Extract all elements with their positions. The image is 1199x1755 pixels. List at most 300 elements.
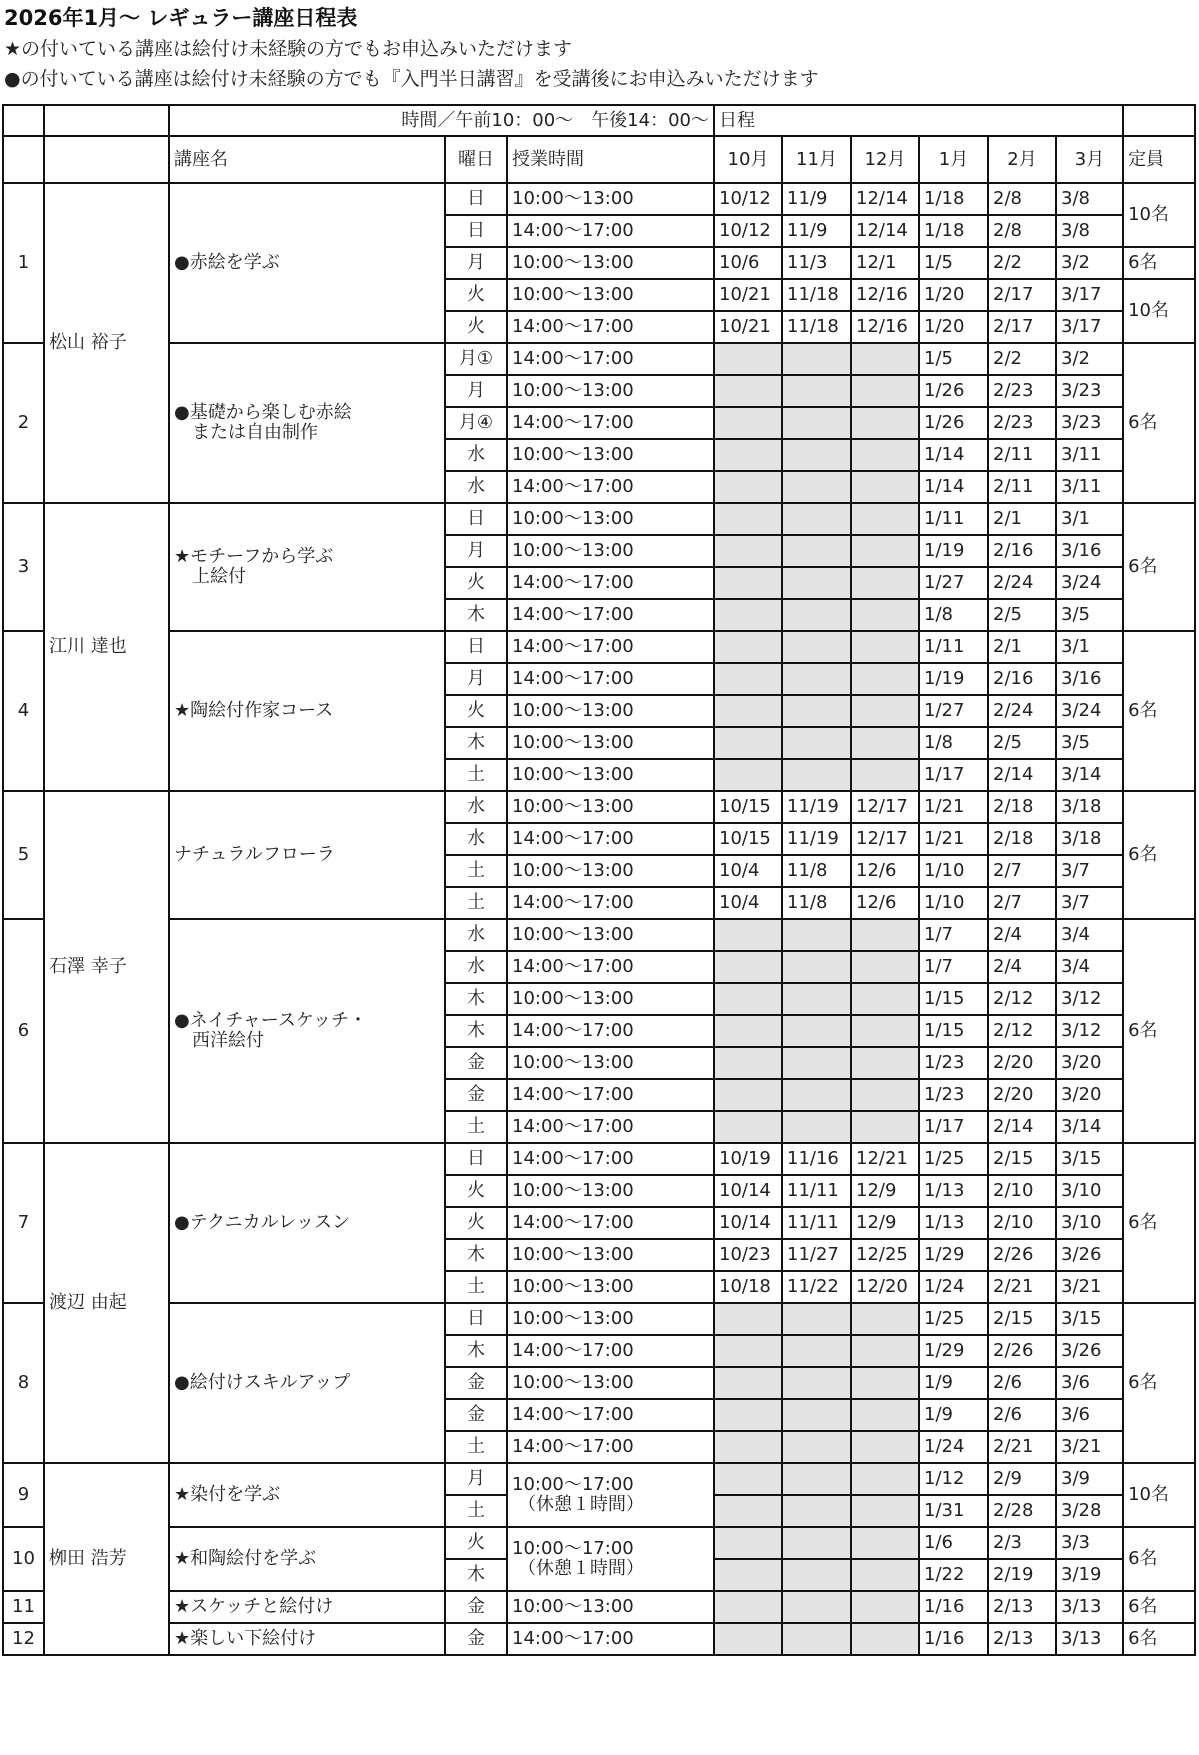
- course-number: 12: [3, 1623, 44, 1655]
- schedule-table: [2, 104, 1196, 1656]
- course-number: 2: [3, 343, 44, 503]
- date-cell-dec: [851, 983, 919, 1015]
- date-cell-mar: 3/19: [1056, 1559, 1123, 1591]
- blank-cell: [3, 136, 44, 183]
- note-circle: ●の付いている講座は絵付け未経験の方でも『入門半日講習』を受講後にお申込みいただけます: [4, 68, 819, 90]
- date-cell-mar: 3/12: [1056, 1015, 1123, 1047]
- day-cell: 月: [445, 663, 507, 695]
- date-cell-jan: 1/26: [919, 375, 988, 407]
- day-cell: 月: [445, 535, 507, 567]
- date-cell-dec: [851, 1463, 919, 1495]
- date-cell-nov: [782, 503, 851, 535]
- course-number: 6: [3, 919, 44, 1143]
- date-cell-feb: 2/20: [988, 1047, 1056, 1079]
- date-cell-oct: [714, 567, 782, 599]
- date-cell-nov: 11/19: [782, 823, 851, 855]
- date-cell-dec: [851, 1335, 919, 1367]
- date-cell-oct: [714, 1079, 782, 1111]
- course-name: [169, 183, 445, 343]
- date-cell-mar: 3/13: [1056, 1623, 1123, 1655]
- time-cell: 10:00～13:00: [507, 1047, 714, 1079]
- day-cell: 火: [445, 1207, 507, 1239]
- date-cell-mar: 3/3: [1056, 1527, 1123, 1559]
- date-cell-dec: 12/14: [851, 183, 919, 215]
- page-title: 2026年1月～ レギュラー講座日程表: [4, 6, 358, 30]
- course-number: 9: [3, 1463, 44, 1527]
- capacity-cell: 6名: [1123, 631, 1195, 791]
- date-cell-nov: [782, 1559, 851, 1591]
- capacity-cell: 6名: [1123, 1303, 1195, 1463]
- date-cell-jan: 1/12: [919, 1463, 988, 1495]
- time-cell: 14:00～17:00: [507, 1335, 714, 1367]
- course-name: [169, 631, 445, 791]
- time-header: 時間／午前10：00～ 午後14：00～: [169, 105, 714, 136]
- date-cell-feb: 2/8: [988, 215, 1056, 247]
- course-name: [169, 1303, 445, 1463]
- date-cell-oct: [714, 1015, 782, 1047]
- time-cell: 14:00～17:00: [507, 567, 714, 599]
- date-cell-jan: 1/10: [919, 887, 988, 919]
- capacity-cell: 6名: [1123, 503, 1195, 631]
- date-cell-nov: 11/22: [782, 1271, 851, 1303]
- day-cell: 土: [445, 1111, 507, 1143]
- date-cell-nov: [782, 759, 851, 791]
- date-cell-dec: 12/16: [851, 279, 919, 311]
- date-cell-oct: [714, 1463, 782, 1495]
- date-cell-jan: 1/23: [919, 1079, 988, 1111]
- date-cell-nov: [782, 951, 851, 983]
- date-cell-jan: 1/29: [919, 1335, 988, 1367]
- course-name: [169, 1623, 445, 1655]
- course-name: [169, 791, 445, 919]
- date-cell-mar: 3/23: [1056, 407, 1123, 439]
- date-cell-nov: [782, 1303, 851, 1335]
- date-cell-feb: 2/17: [988, 279, 1056, 311]
- time-cell: 14:00～17:00: [507, 951, 714, 983]
- date-cell-nov: 11/16: [782, 1143, 851, 1175]
- date-cell-jan: 1/5: [919, 247, 988, 279]
- date-cell-jan: 1/19: [919, 535, 988, 567]
- date-cell-feb: 2/2: [988, 247, 1056, 279]
- day-cell: 水: [445, 791, 507, 823]
- time-cell: 10:00～13:00: [507, 695, 714, 727]
- date-cell-mar: 3/26: [1056, 1335, 1123, 1367]
- capacity-cell: 6名: [1123, 1143, 1195, 1303]
- month-header-feb: 2月: [988, 136, 1056, 183]
- date-cell-jan: 1/15: [919, 1015, 988, 1047]
- date-cell-mar: 3/11: [1056, 439, 1123, 471]
- date-cell-dec: [851, 919, 919, 951]
- course-name: [169, 343, 445, 503]
- date-cell-mar: 3/7: [1056, 887, 1123, 919]
- date-cell-oct: [714, 631, 782, 663]
- date-cell-mar: 3/4: [1056, 951, 1123, 983]
- date-cell-dec: [851, 1623, 919, 1655]
- date-cell-dec: [851, 567, 919, 599]
- time-line: 10:00～17:00: [512, 1538, 634, 1559]
- date-cell-feb: 2/10: [988, 1175, 1056, 1207]
- day-cell: 水: [445, 471, 507, 503]
- date-cell-mar: 3/12: [1056, 983, 1123, 1015]
- date-cell-feb: 2/16: [988, 535, 1056, 567]
- date-cell-dec: [851, 951, 919, 983]
- date-cell-nov: [782, 439, 851, 471]
- date-cell-nov: [782, 1367, 851, 1399]
- time-cell: 14:00～17:00: [507, 1399, 714, 1431]
- date-cell-oct: [714, 1399, 782, 1431]
- course-name: [169, 1463, 445, 1527]
- time-cell: 10:00～13:00: [507, 279, 714, 311]
- date-cell-nov: [782, 1111, 851, 1143]
- date-cell-dec: [851, 631, 919, 663]
- date-cell-nov: [782, 407, 851, 439]
- date-cell-nov: 11/11: [782, 1207, 851, 1239]
- instructor-name: 松山 裕子: [44, 183, 169, 503]
- day-cell: 金: [445, 1623, 507, 1655]
- date-cell-dec: 12/1: [851, 247, 919, 279]
- time-cell: 10:00～13:00: [507, 1271, 714, 1303]
- date-cell-feb: 2/3: [988, 1527, 1056, 1559]
- date-cell-feb: 2/26: [988, 1239, 1056, 1271]
- date-cell-dec: 12/17: [851, 791, 919, 823]
- time-cell: 10:00～13:00: [507, 1239, 714, 1271]
- month-header-jan: 1月: [919, 136, 988, 183]
- day-cell: 日: [445, 503, 507, 535]
- date-cell-jan: 1/6: [919, 1527, 988, 1559]
- date-cell-oct: [714, 663, 782, 695]
- day-cell: 金: [445, 1399, 507, 1431]
- date-cell-nov: [782, 599, 851, 631]
- date-cell-oct: [714, 983, 782, 1015]
- day-cell: 金: [445, 1079, 507, 1111]
- date-cell-mar: 3/21: [1056, 1431, 1123, 1463]
- date-cell-jan: 1/16: [919, 1623, 988, 1655]
- date-cell-feb: 2/15: [988, 1143, 1056, 1175]
- date-cell-feb: 2/5: [988, 599, 1056, 631]
- date-cell-mar: 3/2: [1056, 343, 1123, 375]
- date-cell-feb: 2/19: [988, 1559, 1056, 1591]
- course-name: [169, 503, 445, 631]
- table-row: [3, 343, 1195, 375]
- time-cell: 14:00～17:00: [507, 1431, 714, 1463]
- date-cell-nov: 11/3: [782, 247, 851, 279]
- date-cell-dec: [851, 695, 919, 727]
- day-cell: 月: [445, 375, 507, 407]
- capacity-cell: 10名: [1123, 183, 1195, 247]
- date-cell-oct: [714, 503, 782, 535]
- date-cell-jan: 1/11: [919, 503, 988, 535]
- capacity-cell: 10名: [1123, 279, 1195, 343]
- day-cell: 土: [445, 1431, 507, 1463]
- course-name-line: ●ネイチャースケッチ・: [174, 1010, 368, 1031]
- date-cell-dec: 12/17: [851, 823, 919, 855]
- date-cell-mar: 3/20: [1056, 1047, 1123, 1079]
- date-cell-nov: [782, 471, 851, 503]
- table-row: [3, 1591, 1195, 1623]
- course-number: 7: [3, 1143, 44, 1303]
- schedule-header: 日程: [714, 105, 1123, 136]
- date-cell-mar: 3/14: [1056, 1111, 1123, 1143]
- day-cell: 木: [445, 727, 507, 759]
- day-cell: 月: [445, 247, 507, 279]
- time-cell: 14:00～17:00: [507, 599, 714, 631]
- date-cell-oct: 10/21: [714, 311, 782, 343]
- day-cell: 金: [445, 1047, 507, 1079]
- date-cell-oct: [714, 1335, 782, 1367]
- date-cell-jan: 1/18: [919, 215, 988, 247]
- day-cell: 土: [445, 1271, 507, 1303]
- date-cell-dec: [851, 1047, 919, 1079]
- date-cell-mar: 3/24: [1056, 695, 1123, 727]
- course-name-line: ●基礎から楽しむ赤絵: [174, 402, 352, 423]
- time-cell: 10:00～13:00: [507, 439, 714, 471]
- day-cell: 火: [445, 1175, 507, 1207]
- course-number: 1: [3, 183, 44, 343]
- date-cell-dec: [851, 759, 919, 791]
- time-cell: 14:00～17:00: [507, 823, 714, 855]
- time-cell: [507, 1527, 714, 1591]
- day-cell: 火: [445, 1527, 507, 1559]
- day-cell: 木: [445, 599, 507, 631]
- date-cell-oct: 10/4: [714, 855, 782, 887]
- date-cell-oct: [714, 375, 782, 407]
- date-cell-mar: 3/14: [1056, 759, 1123, 791]
- date-cell-nov: [782, 1463, 851, 1495]
- time-cell: 10:00～13:00: [507, 983, 714, 1015]
- date-cell-dec: [851, 375, 919, 407]
- date-cell-jan: 1/31: [919, 1495, 988, 1527]
- day-cell: 土: [445, 887, 507, 919]
- course-name-line: ★和陶絵付を学ぶ: [174, 1548, 317, 1569]
- table-row: [3, 1527, 1195, 1559]
- course-number: 10: [3, 1527, 44, 1591]
- date-cell-oct: 10/23: [714, 1239, 782, 1271]
- date-cell-oct: [714, 1303, 782, 1335]
- date-cell-dec: [851, 727, 919, 759]
- table-row: [3, 919, 1195, 951]
- date-cell-feb: 2/26: [988, 1335, 1056, 1367]
- day-cell: 日: [445, 183, 507, 215]
- date-cell-mar: 3/7: [1056, 855, 1123, 887]
- date-cell-dec: [851, 599, 919, 631]
- schedule-body: [3, 105, 1195, 1655]
- date-cell-feb: 2/10: [988, 1207, 1056, 1239]
- date-cell-dec: [851, 1367, 919, 1399]
- date-cell-feb: 2/16: [988, 663, 1056, 695]
- blank-cell: [3, 105, 44, 136]
- course-number: 5: [3, 791, 44, 919]
- date-cell-jan: 1/14: [919, 439, 988, 471]
- day-cell: 月: [445, 1463, 507, 1495]
- capacity-cell: 6名: [1123, 247, 1195, 279]
- date-cell-mar: 3/11: [1056, 471, 1123, 503]
- day-cell: 木: [445, 1559, 507, 1591]
- date-cell-feb: 2/23: [988, 375, 1056, 407]
- date-cell-nov: [782, 1527, 851, 1559]
- date-cell-oct: 10/12: [714, 183, 782, 215]
- capacity-header: 定員: [1123, 136, 1195, 183]
- month-header-oct: 10月: [714, 136, 782, 183]
- date-cell-feb: 2/1: [988, 631, 1056, 663]
- date-cell-mar: 3/6: [1056, 1399, 1123, 1431]
- date-cell-dec: 12/9: [851, 1175, 919, 1207]
- instructor-name: 渡辺 由起: [44, 1143, 169, 1463]
- header-row-1: [3, 105, 1195, 136]
- date-cell-feb: 2/17: [988, 311, 1056, 343]
- date-cell-mar: 3/28: [1056, 1495, 1123, 1527]
- date-cell-feb: 2/21: [988, 1431, 1056, 1463]
- table-row: [3, 183, 1195, 215]
- date-cell-jan: 1/10: [919, 855, 988, 887]
- date-cell-dec: [851, 1559, 919, 1591]
- date-cell-jan: 1/18: [919, 183, 988, 215]
- blank-cell: [44, 105, 169, 136]
- time-cell: 10:00～13:00: [507, 535, 714, 567]
- date-cell-jan: 1/15: [919, 983, 988, 1015]
- date-cell-nov: [782, 1015, 851, 1047]
- date-cell-oct: 10/21: [714, 279, 782, 311]
- course-name: [169, 1591, 445, 1623]
- time-cell: 10:00～13:00: [507, 919, 714, 951]
- date-cell-nov: [782, 567, 851, 599]
- table-row: [3, 1143, 1195, 1175]
- date-cell-mar: 3/21: [1056, 1271, 1123, 1303]
- date-cell-feb: 2/2: [988, 343, 1056, 375]
- date-cell-mar: 3/5: [1056, 727, 1123, 759]
- date-cell-mar: 3/16: [1056, 663, 1123, 695]
- day-cell: 土: [445, 759, 507, 791]
- time-cell: 10:00～13:00: [507, 503, 714, 535]
- time-cell: 14:00～17:00: [507, 1143, 714, 1175]
- date-cell-nov: [782, 727, 851, 759]
- date-cell-jan: 1/13: [919, 1175, 988, 1207]
- date-cell-mar: 3/26: [1056, 1239, 1123, 1271]
- time-cell: 14:00～17:00: [507, 407, 714, 439]
- time-cell: 14:00～17:00: [507, 887, 714, 919]
- date-cell-jan: 1/24: [919, 1431, 988, 1463]
- date-cell-dec: [851, 535, 919, 567]
- date-cell-mar: 3/18: [1056, 823, 1123, 855]
- date-cell-jan: 1/17: [919, 759, 988, 791]
- date-cell-mar: 3/18: [1056, 791, 1123, 823]
- date-cell-dec: [851, 1015, 919, 1047]
- date-cell-nov: 11/27: [782, 1239, 851, 1271]
- date-cell-jan: 1/9: [919, 1399, 988, 1431]
- time-cell: 14:00～17:00: [507, 471, 714, 503]
- date-cell-jan: 1/19: [919, 663, 988, 695]
- date-cell-feb: 2/7: [988, 855, 1056, 887]
- day-cell: 金: [445, 1591, 507, 1623]
- date-cell-jan: 1/9: [919, 1367, 988, 1399]
- header-row-2: [3, 136, 1195, 183]
- date-cell-jan: 1/23: [919, 1047, 988, 1079]
- date-cell-oct: [714, 695, 782, 727]
- course-name-line: ナチュラルフローラ: [174, 844, 335, 865]
- time-cell: 14:00～17:00: [507, 343, 714, 375]
- time-cell: 14:00～17:00: [507, 1015, 714, 1047]
- date-cell-oct: [714, 1591, 782, 1623]
- time-cell: 14:00～17:00: [507, 1207, 714, 1239]
- date-cell-dec: [851, 663, 919, 695]
- day-cell: 火: [445, 279, 507, 311]
- table-row: [3, 503, 1195, 535]
- date-cell-mar: 3/4: [1056, 919, 1123, 951]
- date-cell-dec: [851, 471, 919, 503]
- date-cell-oct: 10/15: [714, 823, 782, 855]
- day-cell: 火: [445, 311, 507, 343]
- table-row: [3, 1463, 1195, 1495]
- date-cell-nov: [782, 343, 851, 375]
- date-cell-nov: [782, 663, 851, 695]
- course-name-line: 上絵付: [192, 566, 246, 587]
- date-cell-mar: 3/1: [1056, 503, 1123, 535]
- time-cell: 10:00～13:00: [507, 1175, 714, 1207]
- time-cell: 10:00～13:00: [507, 855, 714, 887]
- day-cell: 水: [445, 439, 507, 471]
- time-cell: 10:00～13:00: [507, 791, 714, 823]
- date-cell-mar: 3/23: [1056, 375, 1123, 407]
- date-cell-oct: [714, 1527, 782, 1559]
- date-cell-mar: 3/24: [1056, 567, 1123, 599]
- date-cell-oct: [714, 919, 782, 951]
- date-cell-dec: 12/14: [851, 215, 919, 247]
- date-cell-dec: 12/6: [851, 855, 919, 887]
- day-cell: 火: [445, 567, 507, 599]
- date-cell-oct: [714, 535, 782, 567]
- time-cell: 10:00～13:00: [507, 183, 714, 215]
- date-cell-oct: [714, 1431, 782, 1463]
- date-cell-mar: 3/10: [1056, 1207, 1123, 1239]
- date-cell-oct: [714, 727, 782, 759]
- date-cell-mar: 3/10: [1056, 1175, 1123, 1207]
- capacity-cell: 6名: [1123, 791, 1195, 919]
- date-cell-jan: 1/7: [919, 951, 988, 983]
- date-cell-dec: [851, 1303, 919, 1335]
- date-cell-mar: 3/9: [1056, 1463, 1123, 1495]
- date-cell-feb: 2/12: [988, 1015, 1056, 1047]
- date-cell-mar: 3/15: [1056, 1143, 1123, 1175]
- date-cell-dec: 12/6: [851, 887, 919, 919]
- date-cell-oct: [714, 343, 782, 375]
- date-cell-jan: 1/20: [919, 279, 988, 311]
- instructor-name: 江川 達也: [44, 503, 169, 791]
- date-cell-feb: 2/18: [988, 823, 1056, 855]
- time-line: （休憩１時間）: [518, 1558, 644, 1579]
- course-name: [169, 1527, 445, 1591]
- date-cell-mar: 3/1: [1056, 631, 1123, 663]
- date-cell-oct: [714, 1559, 782, 1591]
- day-cell: 火: [445, 695, 507, 727]
- time-cell: 10:00～13:00: [507, 759, 714, 791]
- date-cell-jan: 1/26: [919, 407, 988, 439]
- date-cell-feb: 2/4: [988, 951, 1056, 983]
- date-cell-jan: 1/17: [919, 1111, 988, 1143]
- date-cell-feb: 2/12: [988, 983, 1056, 1015]
- time-cell: 14:00～17:00: [507, 663, 714, 695]
- date-cell-dec: 12/16: [851, 311, 919, 343]
- day-cell: 木: [445, 1015, 507, 1047]
- date-cell-oct: [714, 471, 782, 503]
- date-cell-nov: [782, 1591, 851, 1623]
- date-cell-feb: 2/13: [988, 1623, 1056, 1655]
- day-cell: 水: [445, 823, 507, 855]
- date-cell-oct: 10/19: [714, 1143, 782, 1175]
- date-cell-oct: [714, 599, 782, 631]
- date-cell-oct: [714, 951, 782, 983]
- date-cell-nov: [782, 631, 851, 663]
- date-cell-jan: 1/7: [919, 919, 988, 951]
- date-cell-dec: 12/20: [851, 1271, 919, 1303]
